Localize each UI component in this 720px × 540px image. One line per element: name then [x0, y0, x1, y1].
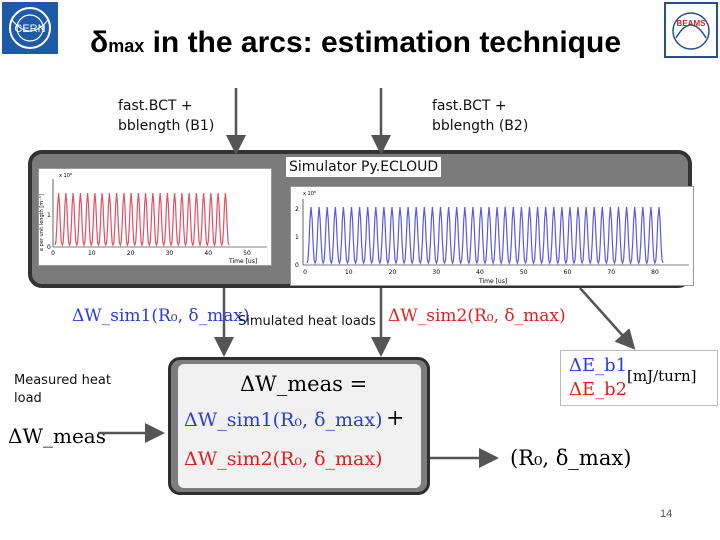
- plot-b1-xtick: 0: [51, 250, 55, 257]
- simulator-label: Simulator Py.ECLOUD: [286, 157, 441, 177]
- arrow-sim-to-energy: [580, 288, 632, 346]
- input-b2-line2: bblength (B2): [432, 118, 529, 134]
- plot-b2-xtick: 80: [651, 269, 659, 276]
- plot-b1-scale: x 10⁸: [59, 173, 72, 179]
- plot-b1-xtick: 10: [87, 250, 96, 257]
- plot-b2-xtick: 0: [303, 269, 307, 276]
- sim-heat-w1: ΔW_sim1(R₀, δ_max): [72, 306, 250, 326]
- plot-b1-xtick: 30: [165, 250, 174, 257]
- energy-e1: ΔE_b1: [569, 355, 628, 376]
- plot-b2-xtick: 40: [476, 269, 484, 276]
- plot-b1-xtick: 20: [126, 250, 135, 257]
- plot-b1-ylabel: e per unit length [m⁻¹]: [39, 194, 45, 251]
- plot-b2-xlabel: Time [us]: [479, 278, 508, 285]
- title-rest: in the arcs: estimation technique: [144, 26, 621, 59]
- plot-b1-ytick-0: 0: [47, 244, 51, 251]
- beams-logo-text: BEAMS: [676, 19, 706, 28]
- title-sub: max: [108, 36, 145, 56]
- plot-b2-xtick: 70: [607, 269, 616, 276]
- result-params: (R₀, δ_max): [510, 446, 632, 470]
- input-b1-line1: fast.BCT +: [118, 98, 193, 114]
- measured-symbol: ΔW_meas: [8, 424, 106, 448]
- plot-b2-xtick: 50: [519, 269, 528, 276]
- plot-b1-xtick: 40: [204, 250, 213, 257]
- energy-e2: ΔE_b2: [569, 379, 628, 400]
- plot-b2-ytick-1: 1: [295, 234, 299, 241]
- equation-term1: ΔW_sim1(R₀, δ_max): [184, 409, 383, 431]
- plot-b2-ytick-0: 0: [295, 262, 299, 269]
- plot-b2-xtick: 10: [344, 269, 353, 276]
- plot-b2-xtick: 30: [432, 269, 441, 276]
- input-b2-line1: fast.BCT +: [432, 98, 507, 114]
- title-delta: δ: [90, 26, 109, 59]
- plot-b1-xlabel: Time [us]: [229, 258, 258, 265]
- measured-label-line1: Measured heat: [14, 373, 111, 388]
- measured-label-line2: load: [14, 391, 42, 406]
- input-b1-line2: bblength (B1): [118, 118, 215, 134]
- equation-lhs: ΔW_meas =: [240, 372, 368, 396]
- equation-plus: +: [386, 406, 405, 431]
- sim-heat-w2: ΔW_sim2(R₀, δ_max): [388, 306, 566, 326]
- plot-b2-xtick: 60: [563, 269, 572, 276]
- equation-term2: ΔW_sim2(R₀, δ_max): [184, 448, 383, 470]
- energy-unit: [mJ/turn]: [627, 367, 697, 385]
- page-number: 14: [660, 508, 673, 520]
- cern-logo-text: CERN: [14, 23, 46, 35]
- plot-b2-ytick-2: 2: [295, 206, 299, 213]
- sim-heat-label: Simulated heat loads: [238, 314, 376, 329]
- plot-b1-xtick: 50: [243, 250, 251, 257]
- plot-b2-xtick: 20: [388, 269, 397, 276]
- plot-b2-scale: x 10⁸: [303, 191, 316, 197]
- plot-b1-ytick-1: 1: [47, 212, 51, 219]
